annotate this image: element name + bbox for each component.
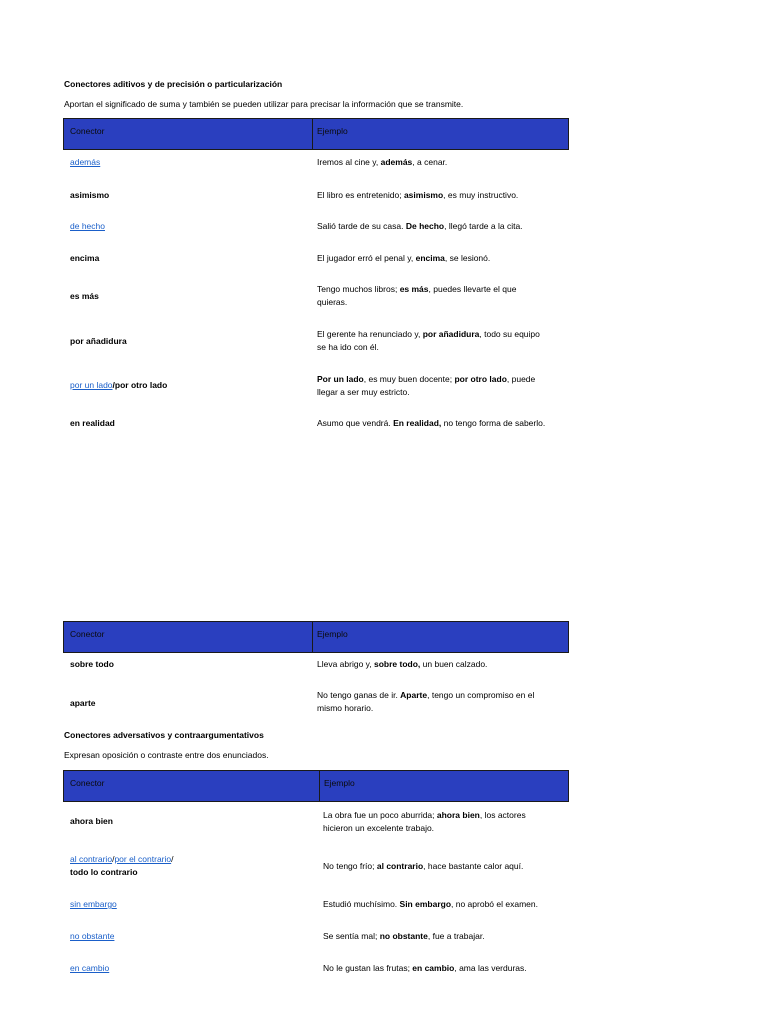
conector-text: encima	[70, 253, 100, 263]
link-por-un-lado[interactable]: por un lado	[70, 380, 113, 390]
conector-text: en realidad	[70, 418, 115, 428]
header-conector: Conector	[70, 629, 105, 639]
example-text: Lleva abrigo y, sobre todo, un buen calzado.	[317, 659, 488, 669]
example-text: No tengo frío; al contrario, hace bastante calor aquí.	[323, 861, 524, 871]
section-desc-aditivos: Aportan el significado de suma y también se pueden utilizar para precisar la información que se transmite.	[64, 99, 464, 109]
conector-text: es más	[70, 291, 99, 301]
table-header	[63, 770, 569, 802]
conector-text: por un lado/por otro lado	[70, 380, 168, 390]
link-no-obstante[interactable]: no obstante	[70, 931, 115, 941]
example-text: Iremos al cine y, además, a cenar.	[317, 157, 448, 167]
section-title-adversativos: Conectores adversativos y contraargumentativos	[64, 730, 264, 740]
header-ejemplo: Ejemplo	[319, 771, 568, 801]
table-header	[63, 621, 569, 653]
example-text: El gerente ha renunciado y, por añadidura, todo su equipo se ha ido con él.	[317, 329, 540, 352]
section-desc-adversativos: Expresan oposición o contraste entre dos enunciados.	[64, 750, 269, 760]
section-title-aditivos: Conectores aditivos y de precisión o particularización	[64, 79, 283, 89]
header-ejemplo: Ejemplo	[312, 119, 568, 149]
conector-text: al contrario/por el contrario/ todo lo contrario	[70, 854, 174, 877]
conector-text: ahora bien	[70, 816, 113, 826]
example-text: Estudió muchísimo. Sin embargo, no aprobó el examen.	[323, 899, 538, 909]
example-text: El libro es entretenido; asimismo, es muy instructivo.	[317, 190, 519, 200]
link-por-el-contrario[interactable]: por el contrario	[114, 854, 172, 864]
link-de-hecho[interactable]: de hecho	[70, 221, 105, 231]
conector-text: por añadidura	[70, 336, 127, 346]
conector-text: aparte	[70, 698, 96, 708]
link-ademas[interactable]: además	[70, 157, 101, 167]
example-text: Se sentía mal; no obstante, fue a trabajar.	[323, 931, 485, 941]
table-header	[63, 118, 569, 150]
example-text: No le gustan las frutas; en cambio, ama las verduras.	[323, 963, 527, 973]
header-ejemplo: Ejemplo	[312, 622, 568, 652]
example-text: Salió tarde de su casa. De hecho, llegó tarde a la cita.	[317, 221, 523, 231]
example-text: El jugador erró el penal y, encima, se lesionó.	[317, 253, 491, 263]
example-text: No tengo ganas de ir. Aparte, tengo un compromiso en el mismo horario.	[317, 690, 535, 713]
link-sin-embargo[interactable]: sin embargo	[70, 899, 117, 909]
example-text: Asumo que vendrá. En realidad, no tengo forma de saberlo.	[317, 418, 546, 428]
link-en-cambio[interactable]: en cambio	[70, 963, 110, 973]
header-conector: Conector	[70, 126, 105, 136]
conector-text: asimismo	[70, 190, 110, 200]
header-conector: Conector	[70, 778, 105, 788]
example-text: Tengo muchos libros; es más, puedes llevarte el que quieras.	[317, 284, 517, 307]
conector-text: sobre todo	[70, 659, 114, 669]
example-text: Por un lado, es muy buen docente; por otro lado, puede llegar a ser muy estricto.	[317, 374, 536, 397]
example-text: La obra fue un poco aburrida; ahora bien, los actores hicieron un excelente trabajo.	[323, 810, 526, 833]
link-al-contrario[interactable]: al contrario	[70, 854, 113, 864]
